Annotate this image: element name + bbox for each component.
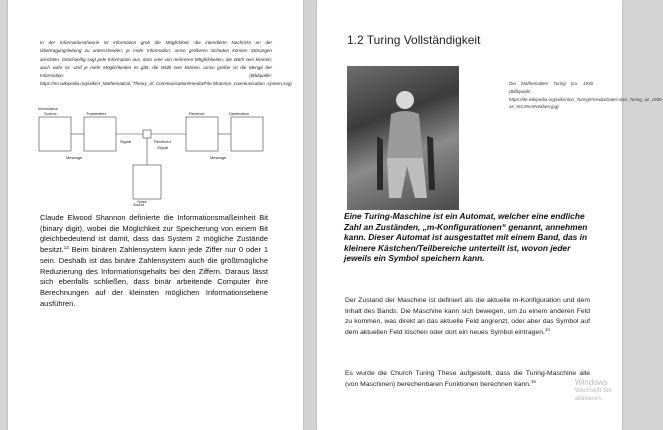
noise-junction bbox=[143, 130, 151, 138]
machine-state-text: Der Zustand der Maschine ist definiert als die aktuelle m-Konfiguration und dem Inhalt des Bands. Die Maschine kann sich bewegen, um zu einem anderen Feld zu kommen, was direkt an das aktuelle Feld angrenzt, oder aber das Symbol auf dem aktuellen Feld löschen oder dort ein neues Symbol eintragen. bbox=[345, 297, 590, 337]
diagram-label-information: Information bbox=[38, 106, 59, 111]
document-page-right bbox=[317, 0, 663, 430]
image-caption: In der Informationstheorie ist Information grob die Möglichkeit, die intendierte Nachricht an der Übertragungsleitung zu unterscheiden; je mehr Information, umso größeren Schaden können Störungen anrichten. Gleichzeitig sagt jede Information aus, dass eine von mehreren Möglichkeiten, die Wahl sein können, auch wahr ist. Und je mehr Möglichkeiten es gibt, die Wahl sein können, umso größer ist die Menge der Information. (Bildquelle: https://en.wikipedia.org/wiki/A_Mathematical_Theory_of_Communication#media/File:Shannon_communication_system.svg) bbox=[40, 40, 292, 87]
communication-system-diagram bbox=[36, 104, 280, 204]
diagram-label-source: Source bbox=[44, 111, 57, 116]
photo-figure-icon bbox=[347, 66, 459, 210]
diagram-label-signal: Signal bbox=[120, 139, 132, 144]
destination-box bbox=[231, 117, 263, 151]
footnote-marker[interactable]: 15 bbox=[530, 378, 536, 384]
church-turing-text: Es wurde die Church Turing These aufgestellt, dass die Turing-Maschine alle (von Maschinen) berechenbaren Funktionen berechnen kann. bbox=[345, 370, 590, 388]
church-turing-paragraph bbox=[345, 369, 590, 390]
photo-caption: Der Mathematiker Turing (ca. 1930 (Bildquelle: https://de.wikipedia.org/wiki/Alan_Turing#/media/Datei:Alan_Turing_az_1930-as_%C3%A9vekben.jpg) bbox=[509, 81, 663, 110]
watermark-line2: Wechseln Sie bbox=[575, 388, 612, 394]
machine-state-paragraph bbox=[345, 296, 590, 339]
document-page-left bbox=[8, 0, 303, 430]
diagram-label-noise: Noise bbox=[137, 200, 147, 204]
diagram-label-received: Received bbox=[154, 139, 171, 144]
turing-photo[interactable] bbox=[347, 66, 459, 210]
watermark-line3: aktivieren. bbox=[575, 396, 603, 402]
footnote-marker[interactable]: 13 bbox=[63, 245, 69, 251]
diagram-label-received-signal: Signal bbox=[157, 145, 169, 150]
shannon-text-start: Claude Elwood Shannon definierte die Informationsmaßeinheit Bit (binary digit), wobei die Möglichkeit zur Speicherung von einem Bit gleichbedeutend ist damit, dass das System 2 mögliche Zustände besitzt. bbox=[40, 213, 268, 255]
body-paragraph-shannon bbox=[40, 213, 268, 309]
windows-activation-watermark bbox=[575, 378, 635, 403]
diagram-label-destination: Destination bbox=[229, 111, 250, 116]
transmitter-box bbox=[84, 117, 116, 151]
diagram-label-transmitter: Transmitter bbox=[86, 111, 107, 116]
section-heading: 1.2 Turing Vollständigkeit bbox=[347, 33, 481, 47]
diagram-label-message-right: Message bbox=[210, 155, 227, 160]
footnote-marker[interactable]: 14 bbox=[544, 327, 550, 333]
diagram-label-receiver: Receiver bbox=[189, 111, 205, 116]
watermark-line1: Windows bbox=[575, 378, 608, 387]
noise-source-box bbox=[133, 165, 161, 199]
diagram-label-noise-source: Source bbox=[133, 203, 145, 207]
definition-paragraph: Eine Turing-Maschine ist ein Automat, welcher eine endliche Zahl an Zuständen, „m-Konfigurationen“ genannt, annehmen kann. Dieser Automat ist ausgestattet mit einem Band, das in kleinere Kästchen/Teilbereiche unterteilt ist, wovon jeder jeweils ein Symbol speichern kann. bbox=[344, 211, 588, 263]
source-box bbox=[39, 117, 71, 151]
shannon-text-end: Beim binären Zahlensystem kann jede Ziffer nur 0 oder 1 sein. Deshalb ist das binäre Zahlensystem auch die größtmögliche Reduzierung des Informationsgehalts bei den Ziffern. Daraus lässt sich ebenfalls schließen, dass binär arbeitende Computer ihre Berechnungen auf der kleinsten möglichen Informationsebene ausführen. bbox=[40, 245, 268, 308]
diagram-label-message-left: Message bbox=[66, 155, 83, 160]
receiver-box bbox=[186, 117, 218, 151]
